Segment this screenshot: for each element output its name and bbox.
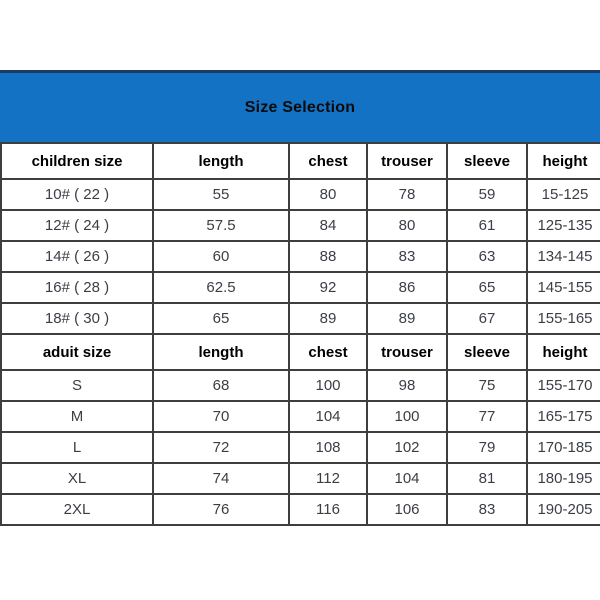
measurement-cell: 83 xyxy=(367,241,447,272)
measurement-cell: 72 xyxy=(153,432,289,463)
measurement-cell: 84 xyxy=(289,210,367,241)
measurement-cell: 98 xyxy=(367,370,447,401)
measurement-cell: 86 xyxy=(367,272,447,303)
measurement-cell: 63 xyxy=(447,241,527,272)
size-table xyxy=(0,142,600,526)
size-label-cell: L xyxy=(1,432,153,463)
measurement-cell: 80 xyxy=(367,210,447,241)
measurement-cell: 88 xyxy=(289,241,367,272)
measurement-cell: 67 xyxy=(447,303,527,334)
measurement-cell: 190-205 xyxy=(527,494,600,525)
measurement-cell: 104 xyxy=(289,401,367,432)
size-label-cell: S xyxy=(1,370,153,401)
measurement-cell: 155-170 xyxy=(527,370,600,401)
column-header: trouser xyxy=(367,143,447,179)
measurement-cell: 55 xyxy=(153,179,289,210)
column-header: height xyxy=(527,143,600,179)
table-header-row-children xyxy=(1,143,600,179)
measurement-cell: 78 xyxy=(367,179,447,210)
measurement-cell: 75 xyxy=(447,370,527,401)
size-label-cell: 10# ( 22 ) xyxy=(1,179,153,210)
measurement-cell: 68 xyxy=(153,370,289,401)
size-table-body xyxy=(1,143,600,525)
measurement-cell: 112 xyxy=(289,463,367,494)
measurement-cell: 89 xyxy=(289,303,367,334)
table-header-row-adult xyxy=(1,334,600,370)
column-header: chest xyxy=(289,334,367,370)
table-row xyxy=(1,401,600,432)
column-header: trouser xyxy=(367,334,447,370)
table-row xyxy=(1,272,600,303)
measurement-cell: 106 xyxy=(367,494,447,525)
measurement-cell: 65 xyxy=(447,272,527,303)
measurement-cell: 76 xyxy=(153,494,289,525)
size-selection-banner xyxy=(0,70,600,142)
measurement-cell: 170-185 xyxy=(527,432,600,463)
measurement-cell: 83 xyxy=(447,494,527,525)
column-header: height xyxy=(527,334,600,370)
measurement-cell: 57.5 xyxy=(153,210,289,241)
table-row xyxy=(1,432,600,463)
measurement-cell: 100 xyxy=(367,401,447,432)
measurement-cell: 59 xyxy=(447,179,527,210)
table-row xyxy=(1,210,600,241)
measurement-cell: 125-135 xyxy=(527,210,600,241)
column-header: children size xyxy=(1,143,153,179)
measurement-cell: 92 xyxy=(289,272,367,303)
measurement-cell: 165-175 xyxy=(527,401,600,432)
size-label-cell: 14# ( 26 ) xyxy=(1,241,153,272)
measurement-cell: 134-145 xyxy=(527,241,600,272)
banner-title: Size Selection xyxy=(244,98,356,116)
size-label-cell: 2XL xyxy=(1,494,153,525)
table-row xyxy=(1,241,600,272)
measurement-cell: 180-195 xyxy=(527,463,600,494)
measurement-cell: 116 xyxy=(289,494,367,525)
measurement-cell: 89 xyxy=(367,303,447,334)
table-row xyxy=(1,494,600,525)
table-row xyxy=(1,370,600,401)
measurement-cell: 62.5 xyxy=(153,272,289,303)
measurement-cell: 74 xyxy=(153,463,289,494)
table-row xyxy=(1,303,600,334)
table-row xyxy=(1,463,600,494)
measurement-cell: 145-155 xyxy=(527,272,600,303)
measurement-cell: 60 xyxy=(153,241,289,272)
measurement-cell: 155-165 xyxy=(527,303,600,334)
measurement-cell: 15-125 xyxy=(527,179,600,210)
measurement-cell: 80 xyxy=(289,179,367,210)
measurement-cell: 81 xyxy=(447,463,527,494)
measurement-cell: 100 xyxy=(289,370,367,401)
column-header: length xyxy=(153,334,289,370)
measurement-cell: 65 xyxy=(153,303,289,334)
column-header: chest xyxy=(289,143,367,179)
measurement-cell: 70 xyxy=(153,401,289,432)
size-label-cell: M xyxy=(1,401,153,432)
table-row xyxy=(1,179,600,210)
measurement-cell: 104 xyxy=(367,463,447,494)
column-header: aduit size xyxy=(1,334,153,370)
measurement-cell: 61 xyxy=(447,210,527,241)
measurement-cell: 77 xyxy=(447,401,527,432)
size-label-cell: XL xyxy=(1,463,153,494)
column-header: sleeve xyxy=(447,334,527,370)
size-label-cell: 16# ( 28 ) xyxy=(1,272,153,303)
size-label-cell: 18# ( 30 ) xyxy=(1,303,153,334)
measurement-cell: 108 xyxy=(289,432,367,463)
size-label-cell: 12# ( 24 ) xyxy=(1,210,153,241)
measurement-cell: 102 xyxy=(367,432,447,463)
column-header: length xyxy=(153,143,289,179)
measurement-cell: 79 xyxy=(447,432,527,463)
column-header: sleeve xyxy=(447,143,527,179)
